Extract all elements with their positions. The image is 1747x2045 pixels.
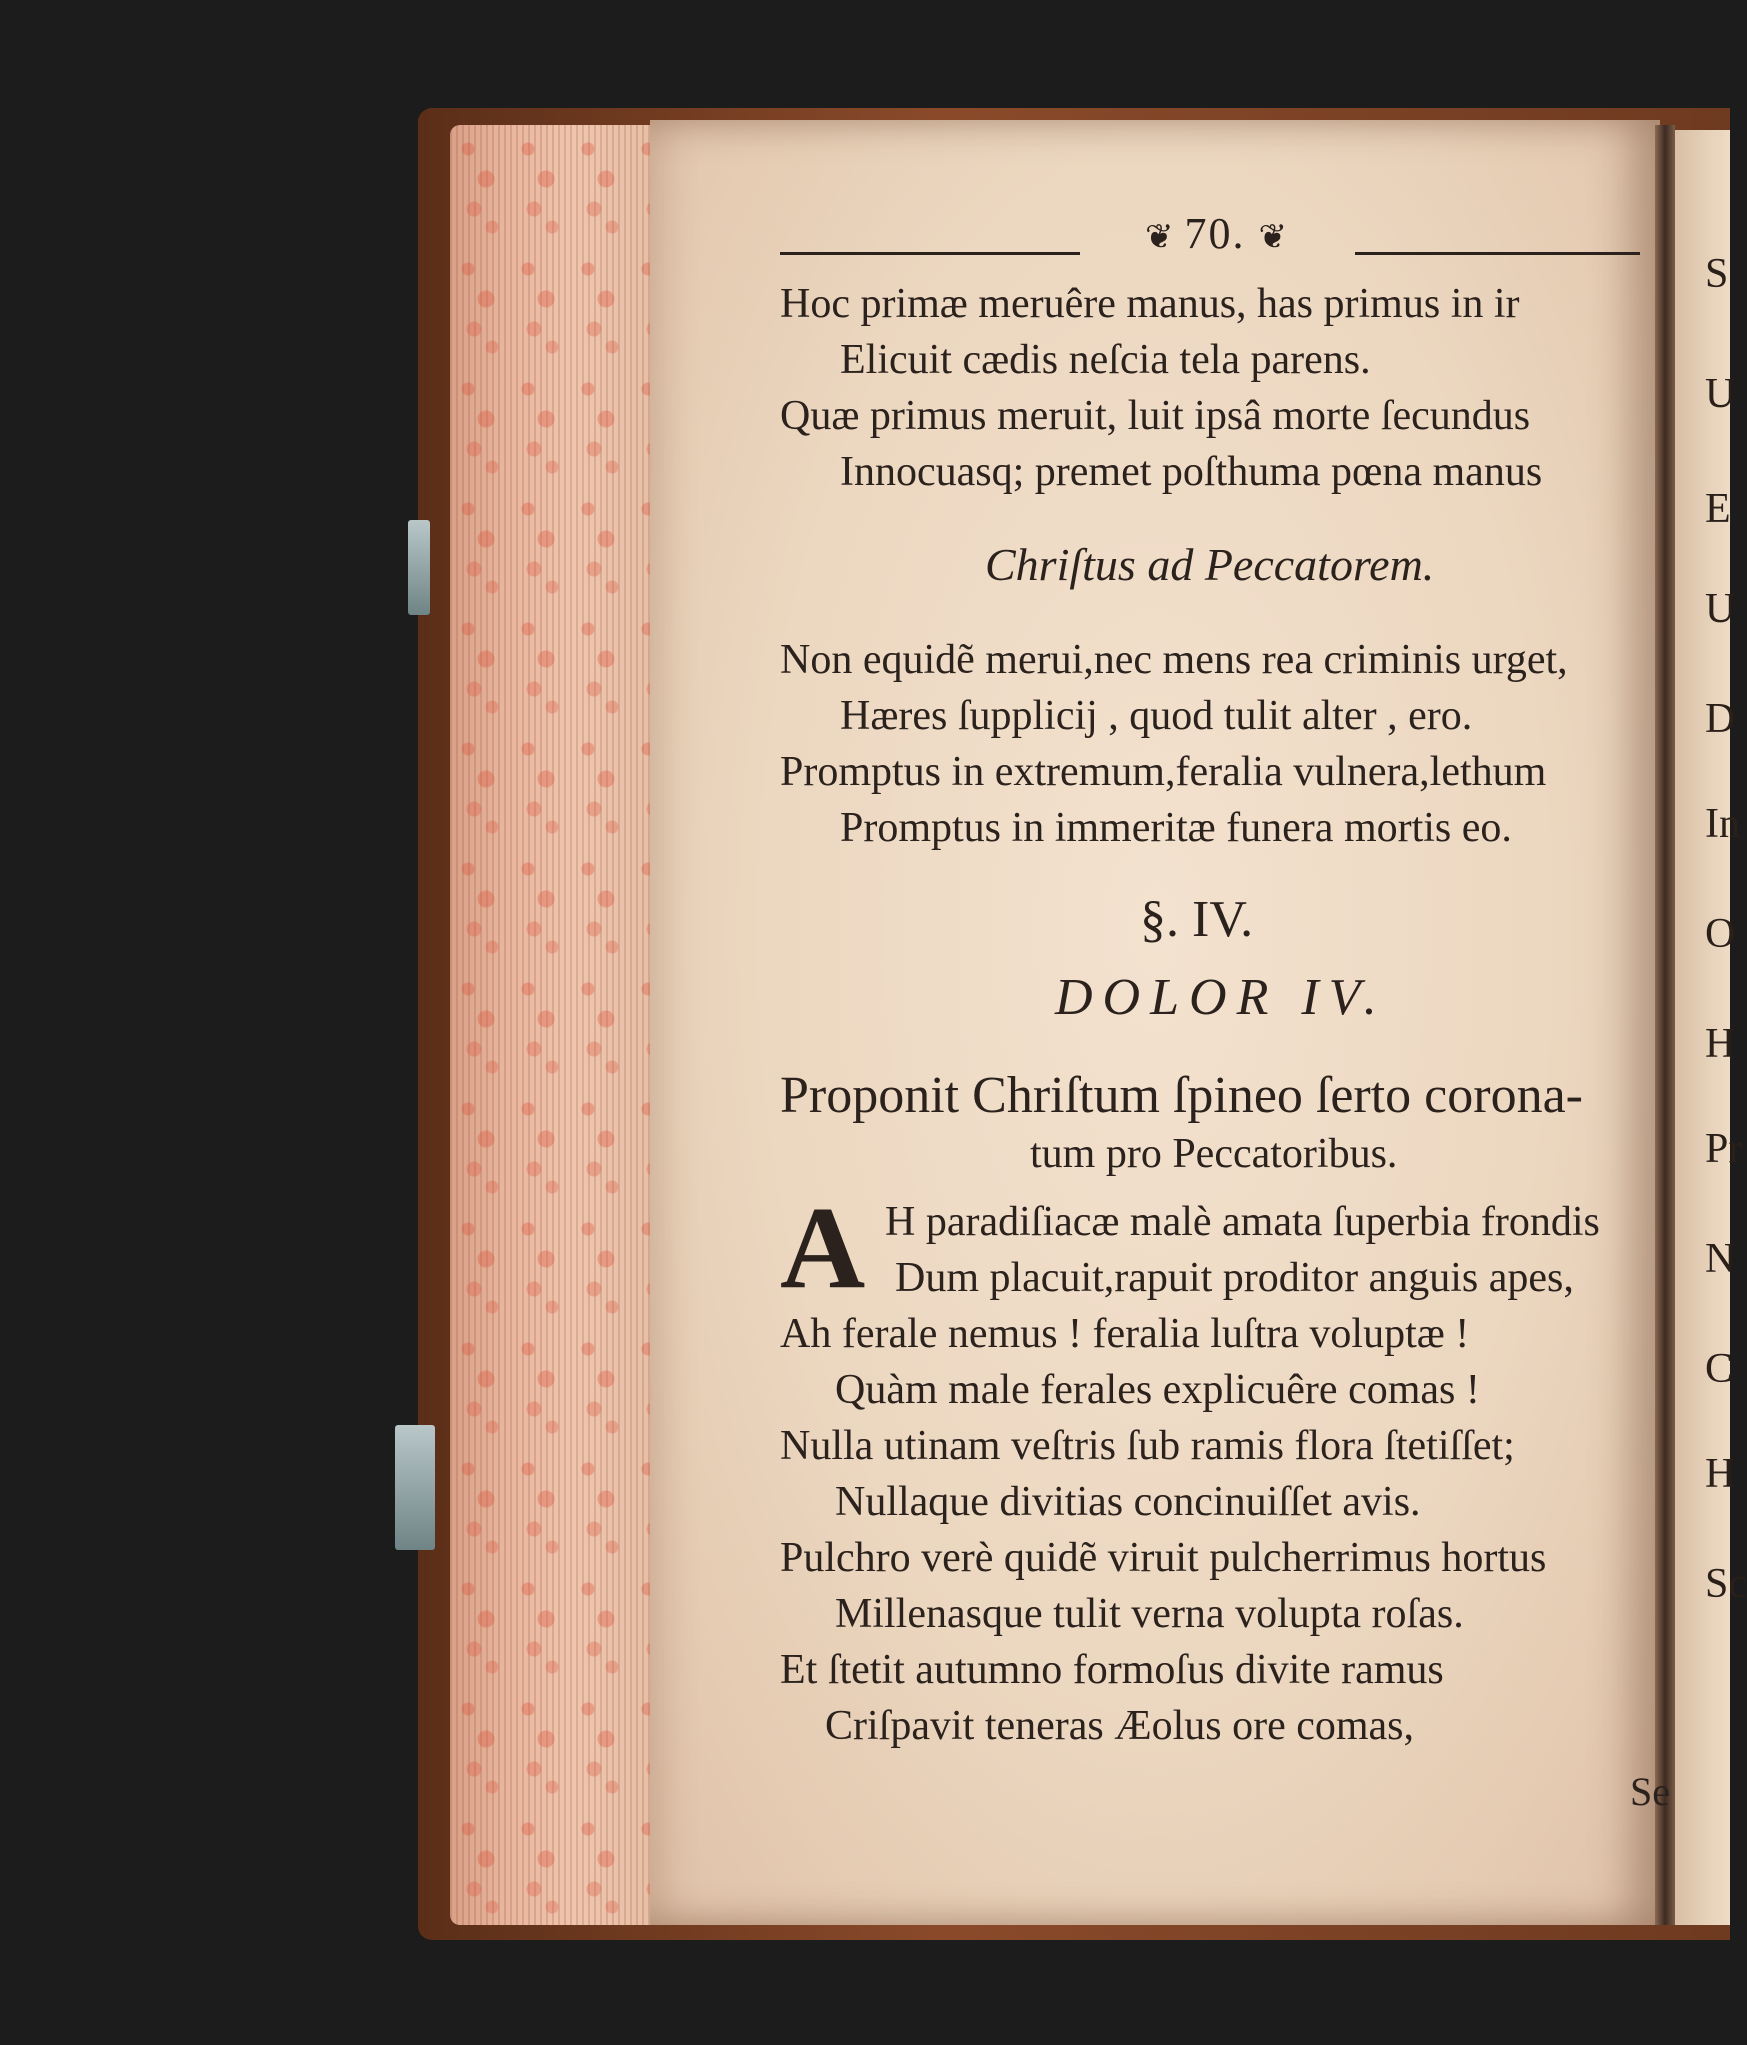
facing-letter: U [1705, 371, 1736, 417]
verse-line: Hæres ſupplicij , quod tulit alter , ero. [840, 693, 1473, 739]
verse-line: Criſpavit teneras Æolus ore comas, [825, 1703, 1415, 1749]
ornament-right-icon: ❦ [1258, 219, 1285, 256]
subject-line-2: tum pro Peccatoribus. [1030, 1131, 1398, 1177]
facing-letter: H [1705, 1021, 1736, 1067]
section-number: §. IV. [1140, 891, 1254, 948]
verse-line: Promptus in extremum,feralia vulnera,lethum [780, 749, 1547, 795]
facing-letter: Sc [1705, 1561, 1747, 1607]
dolor-heading: DOLOR IV. [1055, 969, 1387, 1026]
verse-line: H paradiſiacæ malè amata ſuperbia frondis [885, 1199, 1600, 1245]
page-edges [450, 125, 655, 1925]
verse-line: Dum placuit,rapuit proditor anguis apes, [895, 1255, 1574, 1301]
facing-letter: D [1705, 696, 1736, 742]
header-rule-left [780, 252, 1080, 255]
page-header [780, 208, 1640, 268]
page-number-block [1095, 208, 1335, 259]
verse-line: Promptus in immeritæ funera mortis eo. [840, 805, 1512, 851]
verse-line: Quæ primus meruit, luit ipsâ morte ſecundus [780, 393, 1531, 439]
facing-page [1675, 130, 1747, 1925]
verse-line: Et ſtetit autumno formoſus divite ramus [780, 1647, 1444, 1693]
poem-heading: Chriſtus ad Peccatorem. [985, 539, 1435, 590]
page-text [650, 120, 1670, 1925]
ornament-left-icon: ❦ [1145, 219, 1172, 256]
verse-line: Millenasque tulit verna volupta roſas. [835, 1591, 1464, 1637]
verse-line: Non equidẽ merui,nec mens rea criminis urget, [780, 637, 1568, 683]
edge-speckle [450, 125, 655, 1925]
clasp-upper [408, 520, 430, 615]
verse-line: Nullaque divitias concinuiſſet avis. [835, 1479, 1421, 1525]
verse-line: Pulchro verè quidẽ viruit pulcherrimus hortus [780, 1535, 1547, 1581]
header-rule-right [1355, 252, 1640, 255]
verse-line: Innocuasq; premet poſthuma pœna manus [840, 449, 1543, 495]
facing-letter: H [1705, 1451, 1736, 1497]
catchword: Se [1630, 1769, 1670, 1814]
verse-line: Elicuit cædis neſcia tela parens. [840, 337, 1371, 383]
verse-line: Nulla utinam veſtris ſub ramis flora ſtetiſſet; [780, 1423, 1515, 1469]
verse-line: Ah ferale nemus ! feralia luſtra voluptæ ! [780, 1311, 1470, 1357]
facing-letter: C [1705, 1346, 1734, 1392]
facing-letter: In [1705, 801, 1740, 847]
verse-line: Quàm male ferales explicuêre comas ! [835, 1367, 1480, 1413]
verse-line: Hoc primæ meruêre manus, has primus in ir [780, 281, 1520, 327]
facing-letter: O [1705, 911, 1736, 957]
facing-letter: S [1705, 251, 1729, 297]
drop-capital: A [780, 1182, 866, 1313]
subject-line-1: Proponit Chriſtum ſpineo ſerto corona- [780, 1067, 1583, 1124]
facing-letter: N [1705, 1236, 1736, 1282]
page-number: 70. [1184, 209, 1246, 258]
facing-letter: E [1705, 486, 1731, 532]
clasp-lower [395, 1425, 435, 1550]
facing-letter: Pr [1705, 1126, 1743, 1172]
facing-letter: U [1705, 586, 1736, 632]
